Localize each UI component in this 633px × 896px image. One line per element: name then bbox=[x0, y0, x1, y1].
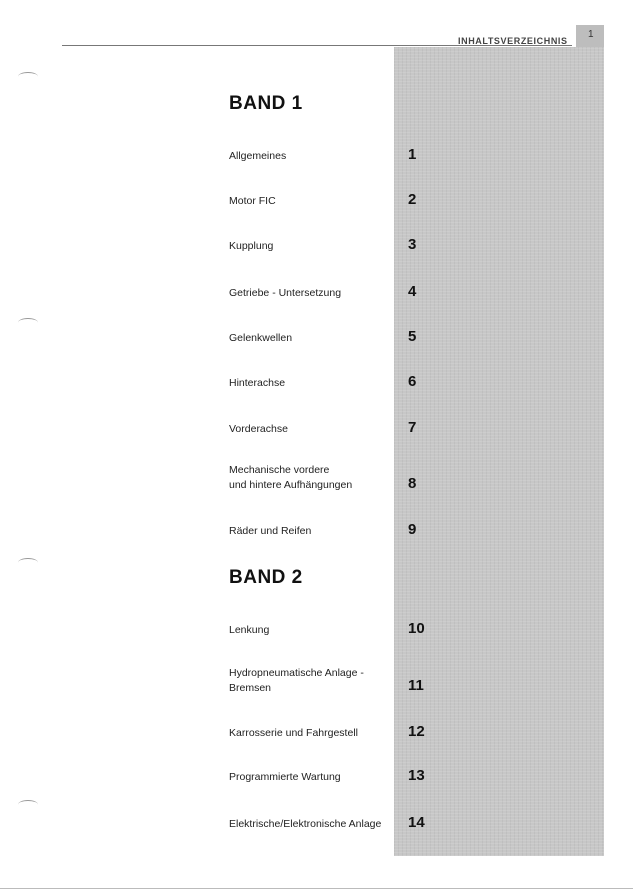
toc-entry-label[interactable]: Gelenkwellen bbox=[229, 332, 293, 344]
toc-entry-label[interactable]: Hinterachse bbox=[229, 377, 286, 389]
toc-entry-number[interactable]: 10 bbox=[408, 620, 425, 637]
toc-entry-number[interactable]: 12 bbox=[408, 723, 425, 740]
band-title: BAND 1 bbox=[229, 93, 303, 114]
toc-entry-label[interactable]: Kupplung bbox=[229, 240, 274, 252]
toc-entry-number[interactable]: 5 bbox=[408, 328, 417, 345]
toc-entry-label[interactable]: Lenkung bbox=[229, 624, 270, 636]
toc-entry-number[interactable]: 1 bbox=[408, 146, 417, 163]
punch-hole-mark bbox=[18, 318, 38, 327]
toc-entry-number[interactable]: 2 bbox=[408, 191, 417, 208]
chapter-number-panel bbox=[394, 47, 604, 856]
toc-entry-label[interactable]: Getriebe - Untersetzung bbox=[229, 287, 342, 299]
page-number: 1 bbox=[588, 29, 594, 40]
toc-entry-number[interactable]: 13 bbox=[408, 767, 425, 784]
toc-entry-number[interactable]: 9 bbox=[408, 521, 417, 538]
page-edge-rule bbox=[0, 888, 633, 889]
toc-entry-label[interactable]: Motor FIC bbox=[229, 195, 276, 207]
toc-entry-label[interactable]: Allgemeines bbox=[229, 150, 287, 162]
toc-entry-label[interactable]: Mechanische vordere und hintere Aufhängungen bbox=[229, 464, 353, 491]
toc-entry-label[interactable]: Vorderachse bbox=[229, 423, 288, 435]
toc-entry-number[interactable]: 6 bbox=[408, 373, 417, 390]
toc-entry-label[interactable]: Programmierte Wartung bbox=[229, 771, 341, 783]
toc-entry-label[interactable]: Räder und Reifen bbox=[229, 525, 312, 537]
toc-entry-number[interactable]: 3 bbox=[408, 236, 417, 253]
toc-entry-number[interactable]: 4 bbox=[408, 283, 417, 300]
punch-hole-mark bbox=[18, 558, 38, 567]
punch-hole-mark bbox=[18, 72, 38, 81]
toc-entry-number[interactable]: 14 bbox=[408, 814, 425, 831]
section-label: INHALTSVERZEICHNIS bbox=[458, 36, 568, 46]
toc-entry-label[interactable]: Elektrische/Elektronische Anlage bbox=[229, 818, 382, 830]
toc-entry-label[interactable]: Karrosserie und Fahrgestell bbox=[229, 727, 358, 739]
toc-entry-number[interactable]: 8 bbox=[408, 475, 417, 492]
toc-entry-label[interactable]: Hydropneumatische Anlage - Bremsen bbox=[229, 667, 364, 694]
toc-entry-number[interactable]: 7 bbox=[408, 419, 417, 436]
toc-entry-number[interactable]: 11 bbox=[408, 677, 424, 694]
punch-hole-mark bbox=[18, 800, 38, 809]
band-title: BAND 2 bbox=[229, 567, 303, 588]
